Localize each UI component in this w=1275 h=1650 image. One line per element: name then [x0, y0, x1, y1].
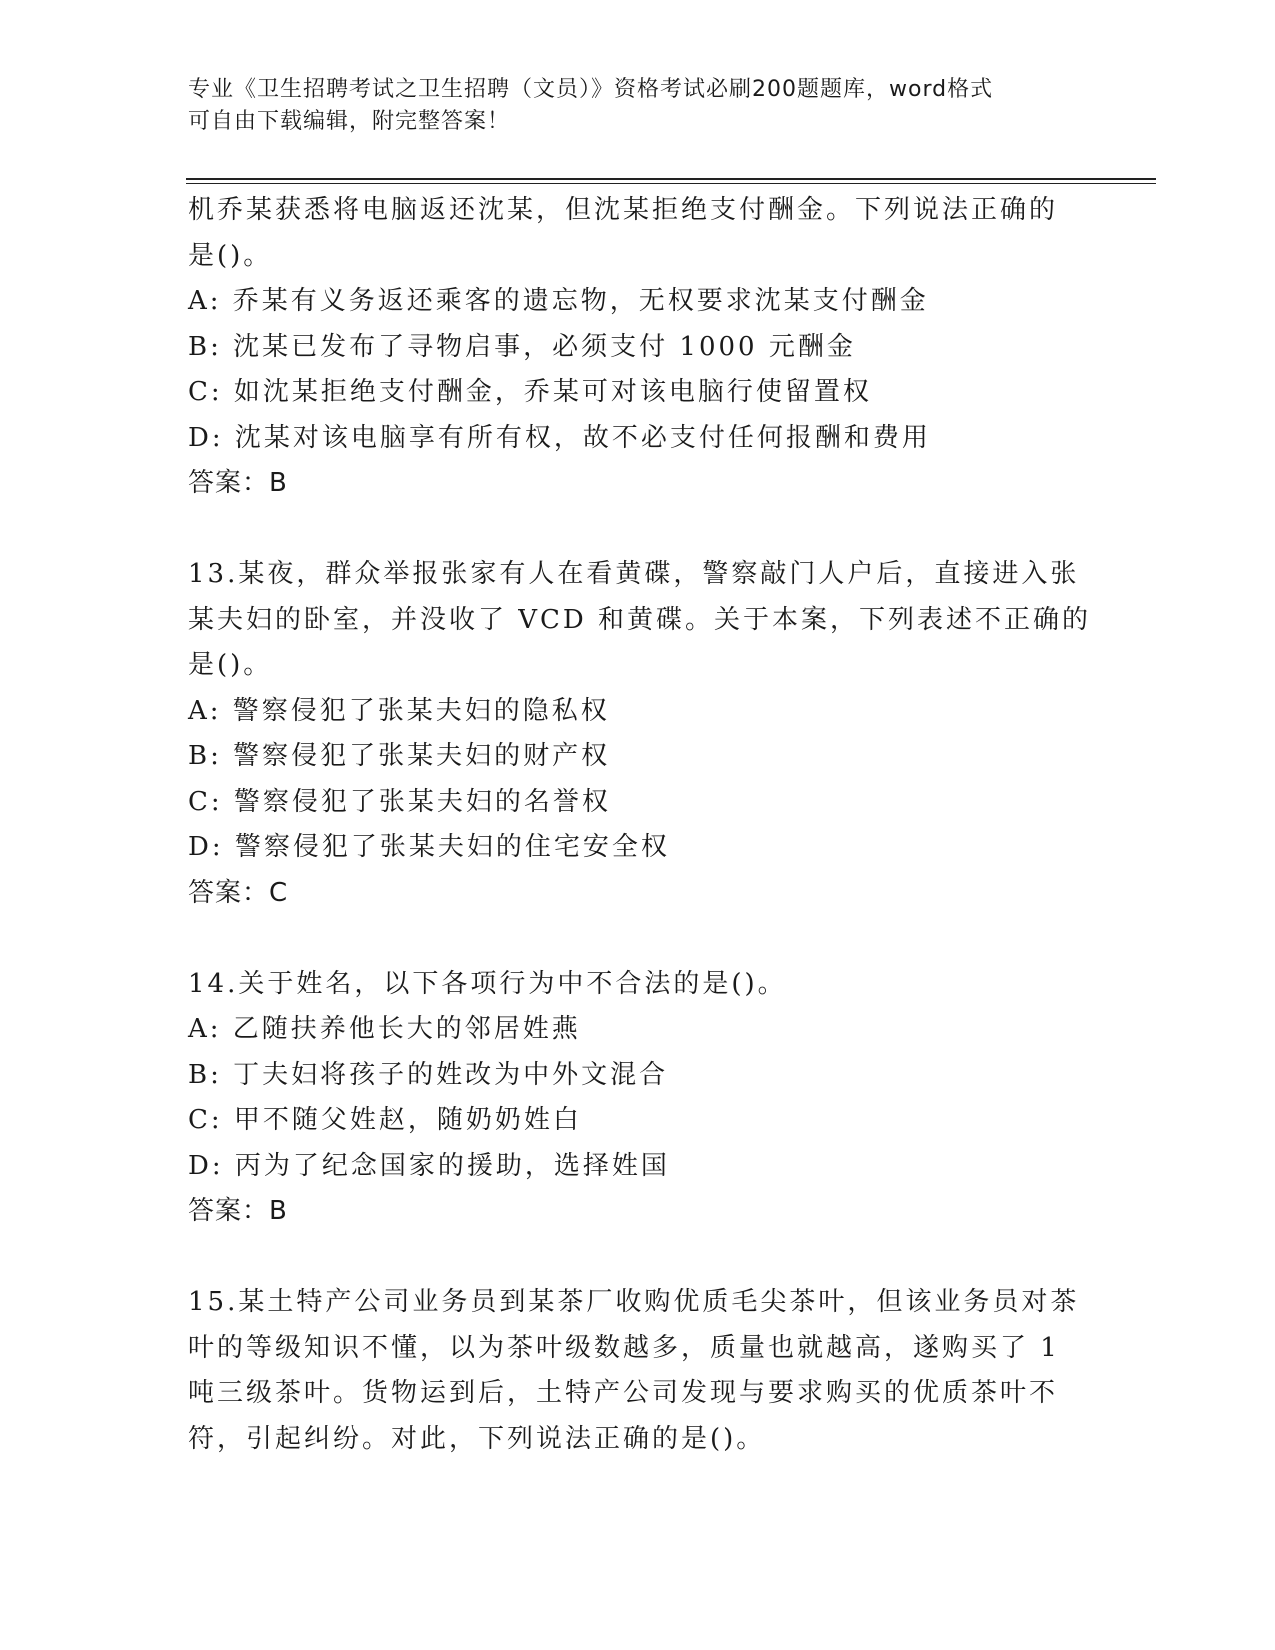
question-stem-line: 13.某夜，群众举报张家有人在看黄碟，警察敲门人户后，直接进入张	[188, 559, 1080, 589]
document-body	[188, 188, 1092, 1462]
question-13	[188, 552, 1092, 916]
answer-line: 答案：B	[188, 1196, 288, 1226]
document-header	[188, 74, 1088, 138]
answer-line: 答案：C	[188, 877, 289, 908]
option-a: A: 乔某有义务返还乘客的遗忘物，无权要求沈某支付酬金	[188, 286, 929, 316]
spacer	[188, 1235, 1088, 1281]
answer-line: 答案：B	[188, 468, 288, 498]
header-title-line-1: 专业《卫生招聘考试之卫生招聘（文员）》资格考试必刷200题题库，word格式	[188, 77, 994, 102]
option-d: D: 丙为了纪念国家的援助，选择姓国	[188, 1150, 670, 1181]
question-stem-line: 机乔某获悉将电脑返还沈某，但沈某拒绝支付酬金。下列说法正确的	[188, 195, 1059, 225]
question-stem-line: 叶的等级知识不懂，以为茶叶级数越多，质量也就越高，遂购买了 1	[188, 1332, 1060, 1363]
question-14	[188, 962, 1088, 1235]
option-c: C: 警察侵犯了张某夫妇的名誉权	[188, 786, 611, 817]
option-b: B: 警察侵犯了张某夫妇的财产权	[188, 741, 611, 771]
spacer	[188, 916, 1088, 962]
spacer	[188, 507, 1088, 553]
option-c: C: 如沈某拒绝支付酬金，乔某可对该电脑行使留置权	[188, 377, 872, 407]
option-a: A: 乙随扶养他长大的邻居姓燕	[188, 1014, 581, 1044]
option-b: B: 丁夫妇将孩子的姓改为中外文混合	[188, 1059, 669, 1090]
question-stem-line: 是()。	[188, 650, 273, 680]
question-stem-line: 某夫妇的卧室，并没收了 VCD 和黄碟。关于本案，下列表述不正确的	[188, 604, 1092, 635]
question-stem-line: 吨三级茶叶。货物运到后，土特产公司发现与要求购买的优质茶叶不	[188, 1378, 1059, 1408]
question-stem-line: 14.关于姓名，以下各项行为中不合法的是()。	[188, 968, 787, 999]
option-b: B: 沈某已发布了寻物启事，必须支付 1000 元酬金	[188, 331, 856, 362]
question-12	[188, 188, 1088, 507]
option-d: D: 警察侵犯了张某夫妇的住宅安全权	[188, 832, 670, 862]
header-divider	[186, 178, 1156, 184]
question-15	[188, 1280, 1088, 1462]
question-stem-line: 符，引起纠纷。对此，下列说法正确的是()。	[188, 1423, 766, 1454]
option-c: C: 甲不随父姓赵，随奶奶姓白	[188, 1105, 582, 1135]
header-title-line-2: 可自由下载编辑，附完整答案！	[188, 109, 511, 134]
question-stem-line: 是()。	[188, 240, 273, 271]
question-stem-line: 15.某土特产公司业务员到某茶厂收购优质毛尖茶叶，但该业务员对茶	[188, 1287, 1080, 1317]
option-a: A: 警察侵犯了张某夫妇的隐私权	[188, 695, 610, 726]
option-d: D: 沈某对该电脑享有所有权，故不必支付任何报酬和费用	[188, 422, 931, 453]
